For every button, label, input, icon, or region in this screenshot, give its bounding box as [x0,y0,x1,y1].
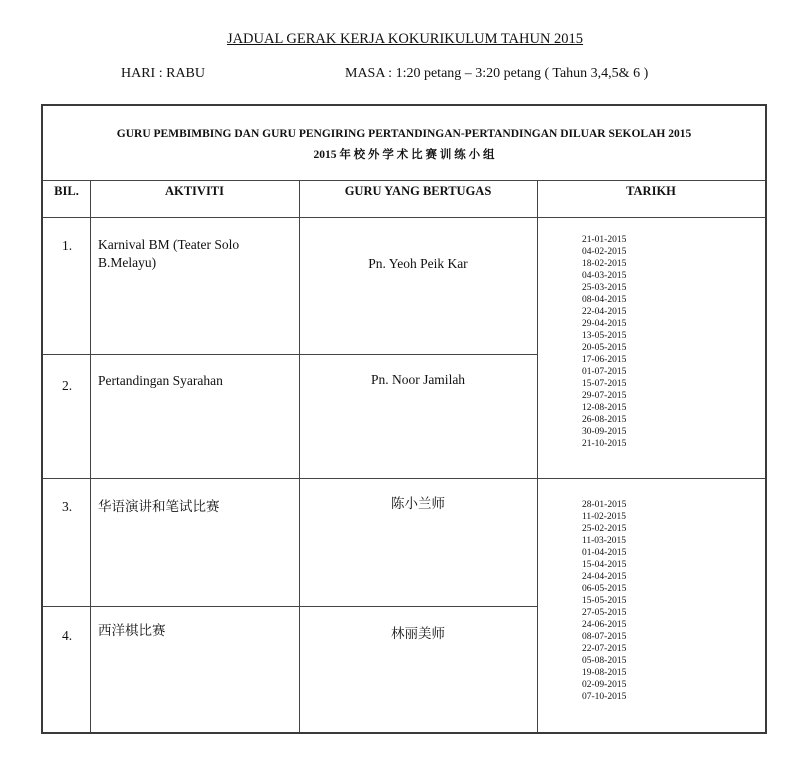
date-item: 02-09-2015 [582,680,627,690]
tarikh-list-2 [582,499,692,703]
column-header-tarikh: TARIKH [626,184,676,198]
date-item: 01-07-2015 [582,367,627,377]
date-item: 21-10-2015 [582,439,627,449]
table-rule [43,217,765,218]
table-rule [43,354,537,355]
activity-name: Pertandingan Syarahan [98,373,223,388]
date-item: 28-01-2015 [582,500,627,510]
date-item: 22-04-2015 [582,307,627,317]
date-item: 25-02-2015 [582,524,627,534]
teacher-name: Pn. Yeoh Peik Kar [368,256,468,271]
table-rule [537,180,538,732]
date-item: 11-03-2015 [582,536,626,546]
activity-name: 华语演讲和笔试比赛 [98,499,220,514]
teacher-name: 林丽美师 [391,626,445,641]
column-header-bil: BIL. [54,184,79,198]
table-rule [43,180,765,181]
masa-label: MASA : 1:20 petang – 3:20 petang ( Tahun 3,4,5& 6 ) [345,66,649,81]
date-item: 25-03-2015 [582,283,627,293]
activity-line: B.Melayu) [98,255,157,270]
date-item: 11-02-2015 [582,512,626,522]
date-item: 15-05-2015 [582,596,627,606]
date-item: 19-08-2015 [582,668,627,678]
tarikh-list-1 [582,234,692,450]
date-item: 26-08-2015 [582,415,627,425]
hari-label: HARI : RABU [121,66,206,81]
date-item: 07-10-2015 [582,692,627,702]
date-item: 20-05-2015 [582,343,627,353]
date-item: 27-05-2015 [582,608,627,618]
row-number: 1. [62,238,73,253]
document-title: JADUAL GERAK KERJA KOKURIKULUM TAHUN 2015 [226,31,584,47]
column-header-guru: GURU YANG BERTUGAS [344,184,492,198]
row-number: 3. [62,499,73,514]
date-item: 13-05-2015 [582,331,627,341]
date-item: 18-02-2015 [582,259,627,269]
row-number: 2. [62,378,73,393]
date-item: 04-02-2015 [582,247,627,257]
table-heading-line2: 2015 年 校 外 学 术 比 赛 训 练 小 组 [313,149,495,161]
date-item: 24-06-2015 [582,620,627,630]
date-item: 12-08-2015 [582,403,627,413]
teacher-name: Pn. Noor Jamilah [370,372,466,387]
date-item: 17-06-2015 [582,355,627,365]
activity-name: 西洋棋比赛 [98,623,166,638]
activity-name [98,236,239,272]
date-item: 30-09-2015 [582,427,627,437]
date-item: 06-05-2015 [582,584,627,594]
table-rule [43,606,537,607]
date-item: 08-04-2015 [582,295,627,305]
schedule-table [41,104,767,734]
date-item: 05-08-2015 [582,656,627,666]
column-header-aktiviti: AKTIVITI [164,184,225,198]
date-item: 08-07-2015 [582,632,627,642]
date-item: 29-04-2015 [582,319,627,329]
teacher-name: 陈小兰师 [391,496,445,511]
activity-line: Karnival BM (Teater Solo [98,237,240,252]
date-item: 22-07-2015 [582,644,627,654]
date-item: 21-01-2015 [582,235,627,245]
date-item: 01-04-2015 [582,548,627,558]
date-item: 15-07-2015 [582,379,627,389]
date-item: 15-04-2015 [582,560,627,570]
date-item: 04-03-2015 [582,271,627,281]
row-number: 4. [62,628,73,643]
date-item: 29-07-2015 [582,391,627,401]
table-heading-line1: GURU PEMBIMBING DAN GURU PENGIRING PERTANDINGAN-PERTANDINGAN DILUAR SEKOLAH 2015 [116,128,692,140]
table-rule [90,180,91,732]
table-rule [43,478,765,479]
date-item: 24-04-2015 [582,572,627,582]
